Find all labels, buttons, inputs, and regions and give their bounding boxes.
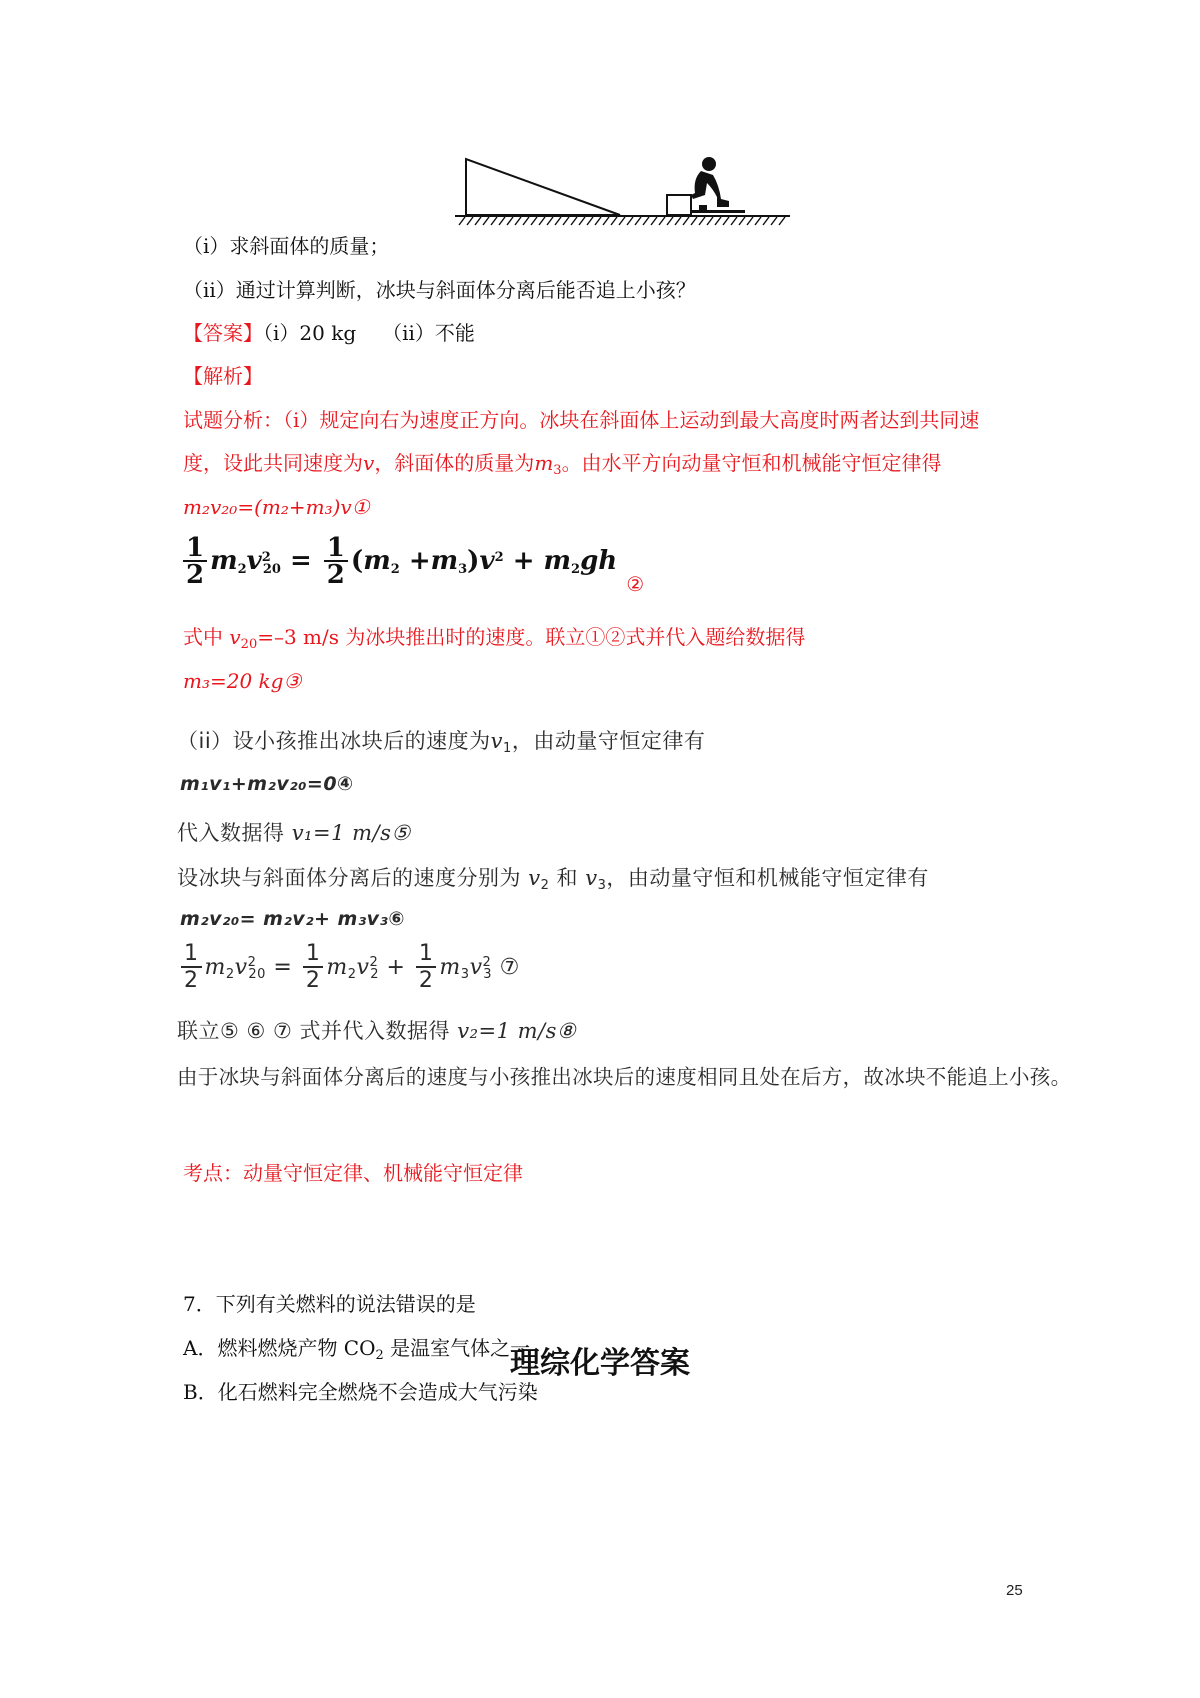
scanned-equation-7: $\frac{1}{2}$ $m_2v^2_{20}$ = $\frac{1}{2}$ $m_2v^2_2$ + $\frac{1}{2}$ $m_3v^2_3$ ⑦	[178, 942, 520, 994]
chem-option-a: A．燃料燃烧产物 $CO_2$ 是温室气体之一	[183, 1336, 531, 1363]
analysis-label: 【解析】	[183, 364, 263, 388]
kaodian: 考点：动量守恒定律、机械能守恒定律	[183, 1161, 523, 1185]
question-ii: （ii）通过计算判断，冰块与斜面体分离后能否追上小孩？	[183, 278, 696, 302]
question-i: （i）求斜面体的质量；	[183, 234, 390, 258]
scanned-line8: 由于冰块与斜面体分离后的速度与小孩推出冰块后的速度相同且处在后方，故冰块不能追上小孩。	[177, 1065, 1072, 1089]
scanned-line5: m₂v₂₀= m₂v₂+ m₃v₃⑥	[180, 908, 405, 930]
answer-part1: （i）20 kg	[263, 321, 357, 345]
equation-2-mark: ②	[626, 572, 645, 596]
scanned-line1: （ii）设小孩推出冰块后的速度为$v_1$，由动量守恒定律有	[177, 729, 706, 756]
page-number: 25	[1006, 1582, 1023, 1599]
equation-1: m₂v₂₀=(m₂+m₃)v①	[183, 495, 370, 519]
equation-3: m₃=20 kg③	[183, 669, 302, 693]
ice-block	[667, 195, 691, 215]
analysis-line3: 式中 $v_{20}=-3$ m/s 为冰块推出时的速度。联立①②式并代入题给数据得	[183, 625, 806, 652]
analysis-line2: 度，设此共同速度为v，斜面体的质量为$m_3$。由水平方向动量守恒和机械能守恒定律得	[183, 451, 942, 478]
answer-line	[183, 320, 475, 346]
answer-part2: （ii）不能	[382, 321, 475, 345]
section-title: 理综化学答案	[510, 1346, 690, 1381]
equation-2: $\frac{1}{2}$ $m_2v^2_{20}$ = $\frac{1}{2}$ $(m_2 +m_3)v^2 + m_2gh$ ②	[180, 536, 644, 588]
analysis-line1: 试题分析：（i）规定向右为速度正方向。冰块在斜面体上运动到最大高度时两者达到共同速	[183, 408, 980, 432]
scanned-line3: 代入数据得 v₁=1 m/s⑤	[177, 821, 411, 845]
scanned-line4: 设冰块与斜面体分离后的速度分别为 $v_2$ 和 $v_3$，由动量守恒和机械能守恒定律有	[177, 866, 929, 893]
answer-label: 【答案】	[183, 321, 263, 345]
ground-hatching	[459, 217, 785, 225]
chem-option-b: B．化石燃料完全燃烧不会造成大气污染	[183, 1380, 538, 1404]
chem-question-7: 7．下列有关燃料的说法错误的是	[183, 1292, 476, 1316]
scanned-line7: 联立⑤ ⑥ ⑦ 式并代入数据得 v₂=1 m/s⑧	[177, 1019, 577, 1043]
incline-figure	[455, 155, 795, 230]
scanned-line2: m₁v₁+m₂v₂₀=0④	[180, 773, 354, 795]
child-silhouette	[691, 157, 745, 213]
